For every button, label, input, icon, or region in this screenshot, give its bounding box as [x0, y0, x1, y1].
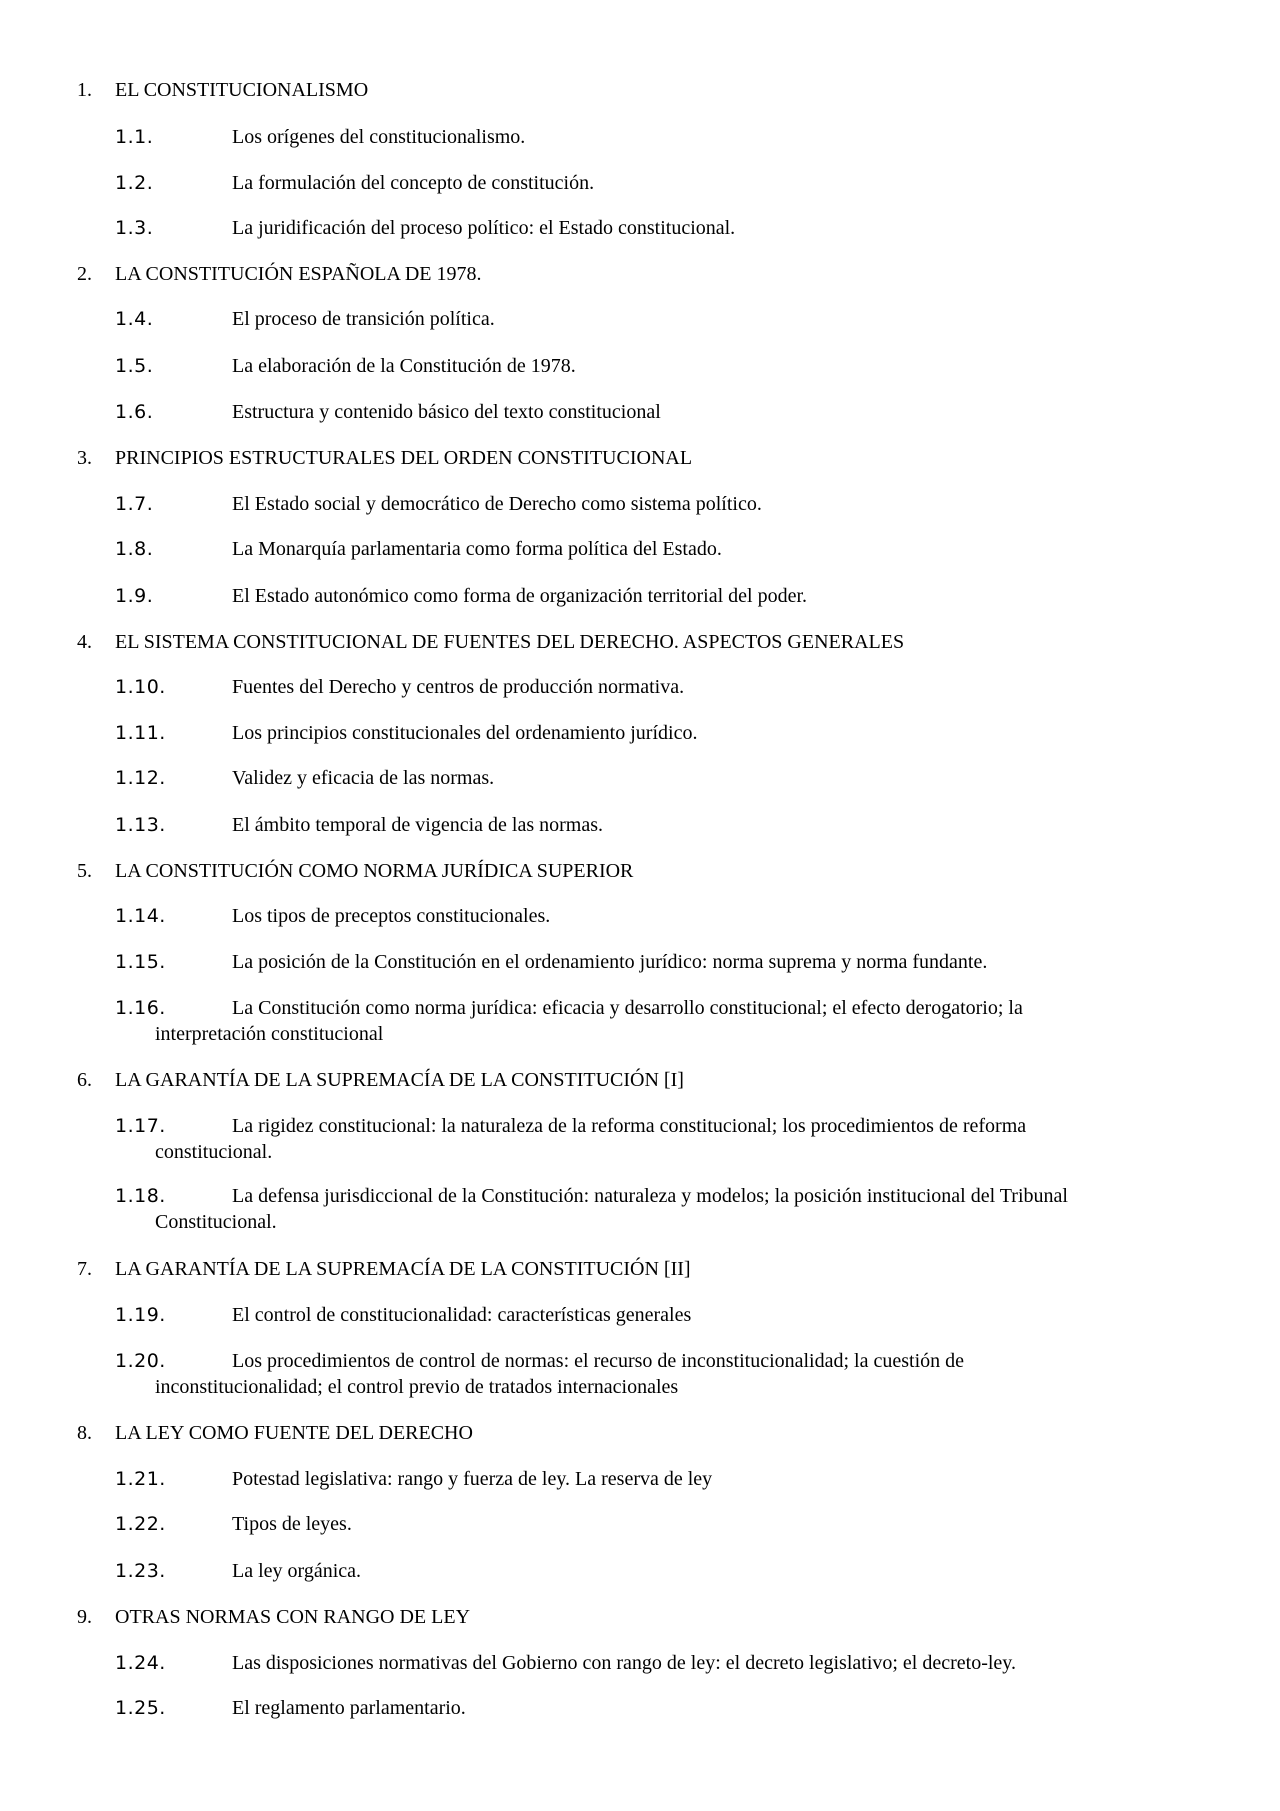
list-item: [115, 536, 1155, 562]
item-text: El ámbito temporal de vigencia de las normas.: [232, 814, 603, 836]
list-item: [115, 1183, 1155, 1235]
item-number: 1.22.: [115, 1513, 166, 1535]
list-item: [115, 812, 1155, 838]
section-heading: [77, 1257, 1227, 1281]
item-text: Estructura y contenido básico del texto constitucional: [232, 401, 661, 423]
section-title: LA CONSTITUCIÓN COMO NORMA JURÍDICA SUPERIOR: [115, 860, 634, 882]
item-text: El reglamento parlamentario.: [232, 1697, 466, 1719]
section-title: EL CONSTITUCIONALISMO: [115, 79, 369, 101]
section-heading: [77, 1068, 1227, 1092]
list-item: [115, 170, 1155, 196]
item-text-continuation: interpretación constitucional: [155, 1023, 384, 1045]
section-heading: [77, 1421, 1227, 1445]
section-heading: [77, 262, 1227, 286]
item-text: La rigidez constitucional: la naturaleza de la reforma constitucional; los procedimientos de reforma: [232, 1115, 1027, 1137]
item-number: 1.17.: [115, 1115, 166, 1137]
item-number: 1.6.: [115, 401, 154, 423]
section-heading: [77, 1605, 1227, 1629]
list-item: [115, 583, 1155, 609]
item-number: 1.23.: [115, 1560, 166, 1582]
list-item: [115, 1558, 1155, 1584]
list-item: [115, 1113, 1155, 1165]
item-text: Los orígenes del constitucionalismo.: [232, 126, 526, 148]
list-item: [115, 306, 1155, 332]
section-title: LA GARANTÍA DE LA SUPREMACÍA DE LA CONSTITUCIÓN [I]: [115, 1069, 684, 1091]
item-text: La formulación del concepto de constitución.: [232, 172, 595, 194]
item-text: El control de constitucionalidad: características generales: [232, 1304, 692, 1326]
item-number: 1.12.: [115, 767, 166, 789]
list-item: [115, 949, 1155, 975]
item-number: 1.21.: [115, 1468, 166, 1490]
item-text: El proceso de transición política.: [232, 308, 495, 330]
list-item: [115, 995, 1155, 1047]
list-item: [115, 903, 1155, 929]
item-number: 1.2.: [115, 172, 154, 194]
list-item: [115, 765, 1155, 791]
item-number: 1.15.: [115, 951, 166, 973]
list-item: [115, 1650, 1155, 1676]
item-text-continuation: inconstitucionalidad; el control previo de tratados internacionales: [155, 1376, 679, 1398]
item-text: El Estado autonómico como forma de organización territorial del poder.: [232, 585, 807, 607]
section-number: 6.: [77, 1069, 92, 1091]
section-number: 5.: [77, 860, 92, 882]
item-number: 1.13.: [115, 814, 166, 836]
list-item: [115, 1511, 1155, 1537]
section-number: 8.: [77, 1422, 92, 1444]
item-text: La elaboración de la Constitución de 1978.: [232, 355, 576, 377]
list-item: [115, 674, 1155, 700]
section-title: LA GARANTÍA DE LA SUPREMACÍA DE LA CONSTITUCIÓN [II]: [115, 1258, 691, 1280]
item-number: 1.18.: [115, 1185, 166, 1207]
item-text-continuation: Constitucional.: [155, 1211, 277, 1233]
item-number: 1.25.: [115, 1697, 166, 1719]
item-number: 1.5.: [115, 355, 154, 377]
list-item: [115, 353, 1155, 379]
list-item: [115, 720, 1155, 746]
section-heading: [77, 630, 1227, 654]
section-number: 4.: [77, 631, 92, 653]
list-item: [115, 124, 1155, 150]
section-number: 9.: [77, 1606, 92, 1628]
section-number: 3.: [77, 447, 92, 469]
item-number: 1.20.: [115, 1350, 166, 1372]
item-number: 1.3.: [115, 217, 154, 239]
item-number: 1.4.: [115, 308, 154, 330]
list-item: [115, 399, 1155, 425]
item-number: 1.16.: [115, 997, 166, 1019]
item-text: La defensa jurisdiccional de la Constitución: naturaleza y modelos; la posición institucional del Tribunal: [232, 1185, 1068, 1207]
section-heading: [77, 78, 1227, 102]
list-item: [115, 1466, 1155, 1492]
item-text-continuation: constitucional.: [155, 1141, 273, 1163]
item-text: Los principios constitucionales del ordenamiento jurídico.: [232, 722, 698, 744]
section-title: PRINCIPIOS ESTRUCTURALES DEL ORDEN CONSTITUCIONAL: [115, 447, 693, 469]
item-text: La Monarquía parlamentaria como forma política del Estado.: [232, 538, 722, 560]
section-title: OTRAS NORMAS CON RANGO DE LEY: [115, 1606, 471, 1628]
item-text: Los procedimientos de control de normas: el recurso de inconstitucionalidad; la cuestión de: [232, 1350, 965, 1372]
item-text: Fuentes del Derecho y centros de producción normativa.: [232, 676, 685, 698]
item-number: 1.7.: [115, 493, 154, 515]
item-number: 1.24.: [115, 1652, 166, 1674]
item-text: La ley orgánica.: [232, 1560, 362, 1582]
list-item: [115, 215, 1155, 241]
section-number: 2.: [77, 263, 92, 285]
list-item: [115, 491, 1155, 517]
section-heading: [77, 446, 1227, 470]
item-number: 1.11.: [115, 722, 166, 744]
item-text: La Constitución como norma jurídica: eficacia y desarrollo constitucional; el efecto derogatorio; la: [232, 997, 1023, 1019]
item-text: La juridificación del proceso político: el Estado constitucional.: [232, 217, 736, 239]
item-number: 1.8.: [115, 538, 154, 560]
section-heading: [77, 859, 1227, 883]
item-number: 1.1.: [115, 126, 154, 148]
section-number: 1.: [77, 79, 92, 101]
item-text: La posición de la Constitución en el ordenamiento jurídico: norma suprema y norma fundante.: [232, 951, 988, 973]
item-text: Los tipos de preceptos constitucionales.: [232, 905, 551, 927]
item-text: Potestad legislativa: rango y fuerza de ley. La reserva de ley: [232, 1468, 713, 1490]
item-number: 1.9.: [115, 585, 154, 607]
list-item: [115, 1348, 1155, 1400]
section-number: 7.: [77, 1258, 92, 1280]
section-title: EL SISTEMA CONSTITUCIONAL DE FUENTES DEL DERECHO. ASPECTOS GENERALES: [115, 631, 905, 653]
list-item: [115, 1695, 1155, 1721]
item-text: Las disposiciones normativas del Gobierno con rango de ley: el decreto legislativo; el decreto-ley.: [232, 1652, 1017, 1674]
section-title: LA CONSTITUCIÓN ESPAÑOLA DE 1978.: [115, 263, 482, 285]
list-item: [115, 1302, 1155, 1328]
item-text: Tipos de leyes.: [232, 1513, 352, 1535]
item-text: El Estado social y democrático de Derecho como sistema político.: [232, 493, 762, 515]
item-text: Validez y eficacia de las normas.: [232, 767, 495, 789]
item-number: 1.14.: [115, 905, 166, 927]
item-number: 1.10.: [115, 676, 166, 698]
section-title: LA LEY COMO FUENTE DEL DERECHO: [115, 1422, 473, 1444]
item-number: 1.19.: [115, 1304, 166, 1326]
